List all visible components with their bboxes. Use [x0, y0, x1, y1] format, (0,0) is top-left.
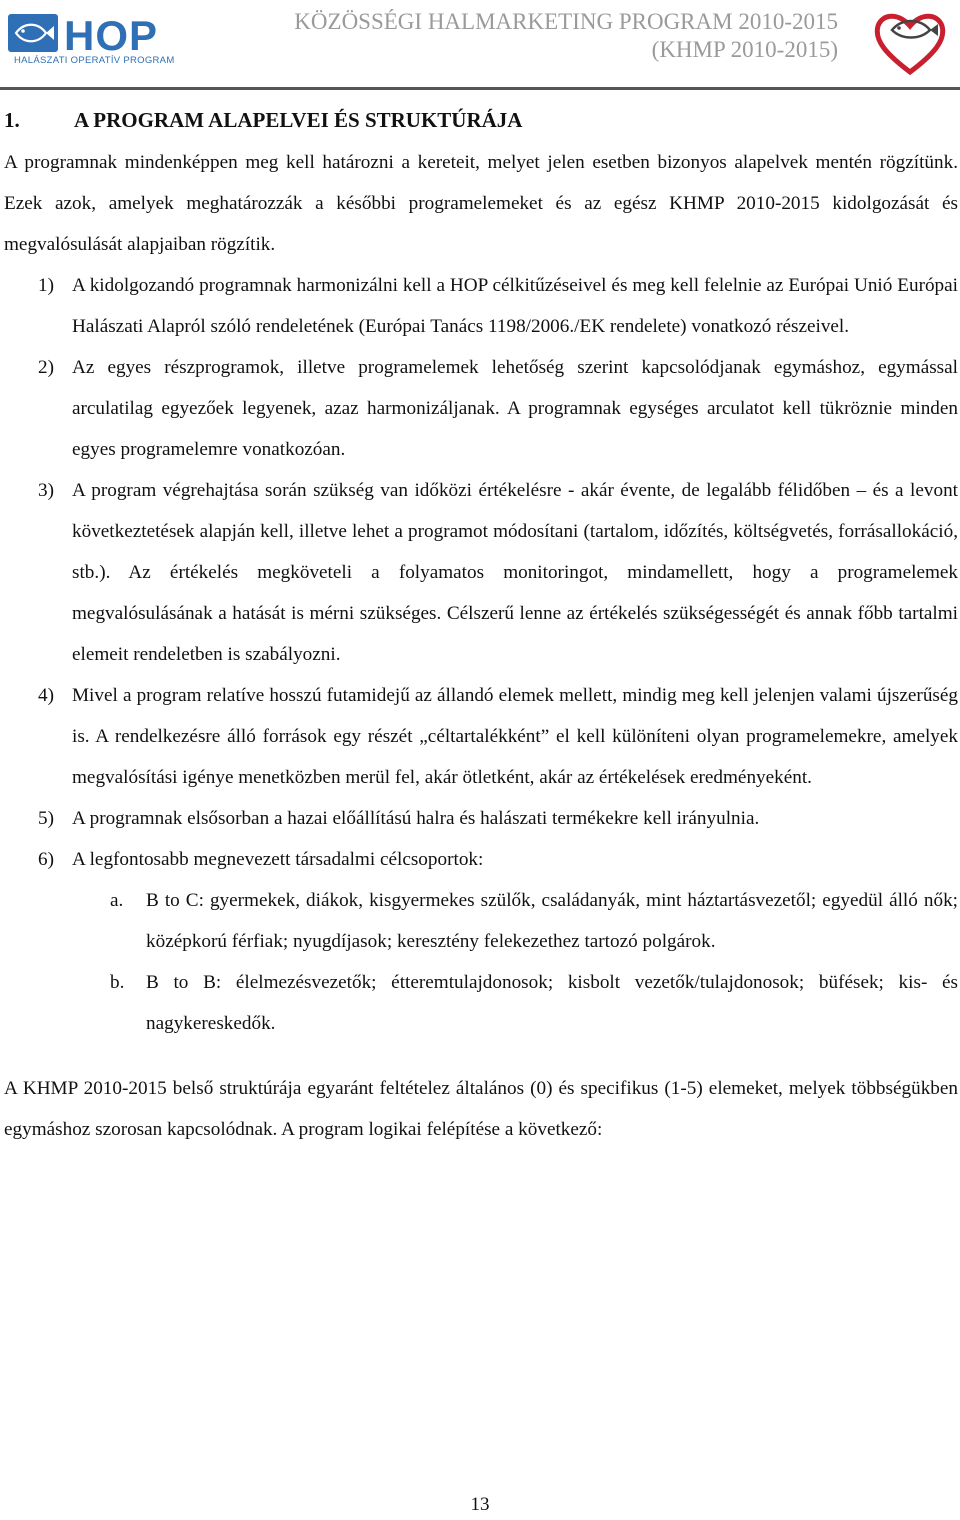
header-divider [0, 87, 960, 90]
section-title: A PROGRAM ALAPELVEI ÉS STRUKTÚRÁJA [74, 108, 523, 132]
list-item-text: A kidolgozandó programnak harmonizálni kell a HOP célkitűzéseivel és meg kell felelnie az Európai Unió Európai Halászati Alapról szóló rendeletének (Európai Tanács 1198/2006./EK rendelete) vonatkozó részeivel. [72, 275, 958, 337]
header-title-line2: (KHMP 2010-2015) [651, 37, 838, 62]
sublist-marker: b. [110, 972, 125, 993]
document-body [4, 104, 958, 1150]
list-marker: 4) [38, 685, 54, 706]
logo-subtext: HALÁSZATI OPERATÍV PROGRAM [14, 55, 175, 66]
list-item [4, 839, 958, 880]
list-item-text: A programnak elsősorban a hazai előállítású halra és halászati termékekre kell irányulnia. [72, 808, 760, 829]
list-marker: 5) [38, 808, 54, 829]
list-item [4, 265, 958, 347]
page-header [0, 0, 960, 100]
target-groups-sublist [4, 880, 958, 1044]
principles-list [4, 265, 958, 880]
logo-text: HOP [64, 12, 159, 59]
header-title-line1: KÖZÖSSÉGI HALMARKETING PROGRAM 2010-2015 [294, 9, 838, 34]
sublist-item-text: B to C: gyermekek, diákok, kisgyermekes szülők, családanyák, mint háztartásvezetől; egyedül álló nők; középkorú férfiak; nyugdíjasok; keresztény felekezethez tartozó polgárok. [146, 890, 958, 952]
heart-fish-logo-icon [866, 4, 954, 76]
sublist-marker: a. [110, 890, 124, 911]
intro-paragraph: A programnak mindenképpen meg kell határozni a kereteit, melyet jelen esetben bizonyos alapelvek mentén rögzítünk. Ezek azok, amelyek meghatározzák a későbbi programelemeket és az egész KHMP 2010-2015 kidolgozását és megvalósulását alapjaiban rögzítik. [4, 152, 958, 255]
header-title [0, 8, 838, 64]
sublist-item [4, 962, 958, 1044]
list-item [4, 675, 958, 798]
section-number: 1. [4, 108, 20, 132]
list-marker: 2) [38, 357, 54, 378]
sublist-item [4, 880, 958, 962]
closing-paragraph: A KHMP 2010-2015 belső struktúrája egyaránt feltételez általános (0) és specifikus (1-5) elemeket, melyek többségükben egymáshoz szorosan kapcsolódnak. A program logikai felépítése a következő: [4, 1078, 958, 1140]
list-item [4, 470, 958, 675]
page-number: 13 [470, 1494, 490, 1515]
list-marker: 3) [38, 480, 54, 501]
list-item [4, 347, 958, 470]
list-marker: 1) [38, 275, 54, 296]
section-heading [4, 104, 958, 136]
sublist-item-text: B to B: élelmezésvezetők; étteremtulajdonosok; kisbolt vezetők/tulajdonosok; büfések; kis- és nagykereskedők. [146, 972, 958, 1034]
list-item-text: A program végrehajtása során szükség van időközi értékelésre - akár évente, de legalább félidőben – és a levont következtetések alapján kell, illetve lehet a programot módosítani (tartalom, időzítés, költségvetés, forrásallokáció, stb.). Az értékelés megköveteli a folyamatos monitoringot, mindamellett, hogy a programelemek megvalósulásának a hatását is mérni szükséges. Célszerű lenne az értékelés szükségességét és annak főbb tartalmi elemeit rendeletben is szabályozni. [72, 480, 958, 665]
list-item [4, 798, 958, 839]
list-item-text: A legfontosabb megnevezett társadalmi célcsoportok: [72, 849, 484, 870]
list-item-text: Az egyes részprogramok, illetve programelemek lehetőség szerint kapcsolódjanak egymáshoz, egymással arculatilag egyezőek legyenek, azaz harmonizáljanak. A programnak egységes arculatot kell tükröznie minden egyes programelemre vonatkozóan. [72, 357, 958, 460]
list-marker: 6) [38, 849, 54, 870]
list-item-text: Mivel a program relatíve hosszú futamidejű az állandó elemek mellett, mindig meg kell jelenjen valami újszerűség is. A rendelkezésre álló források egy részét „céltartalékként” el kell különíteni olyan programelemekre, amelyek megvalósítási igénye menetközben merül fel, akár ötletként, akár az értékelések eredményeként. [72, 685, 958, 788]
